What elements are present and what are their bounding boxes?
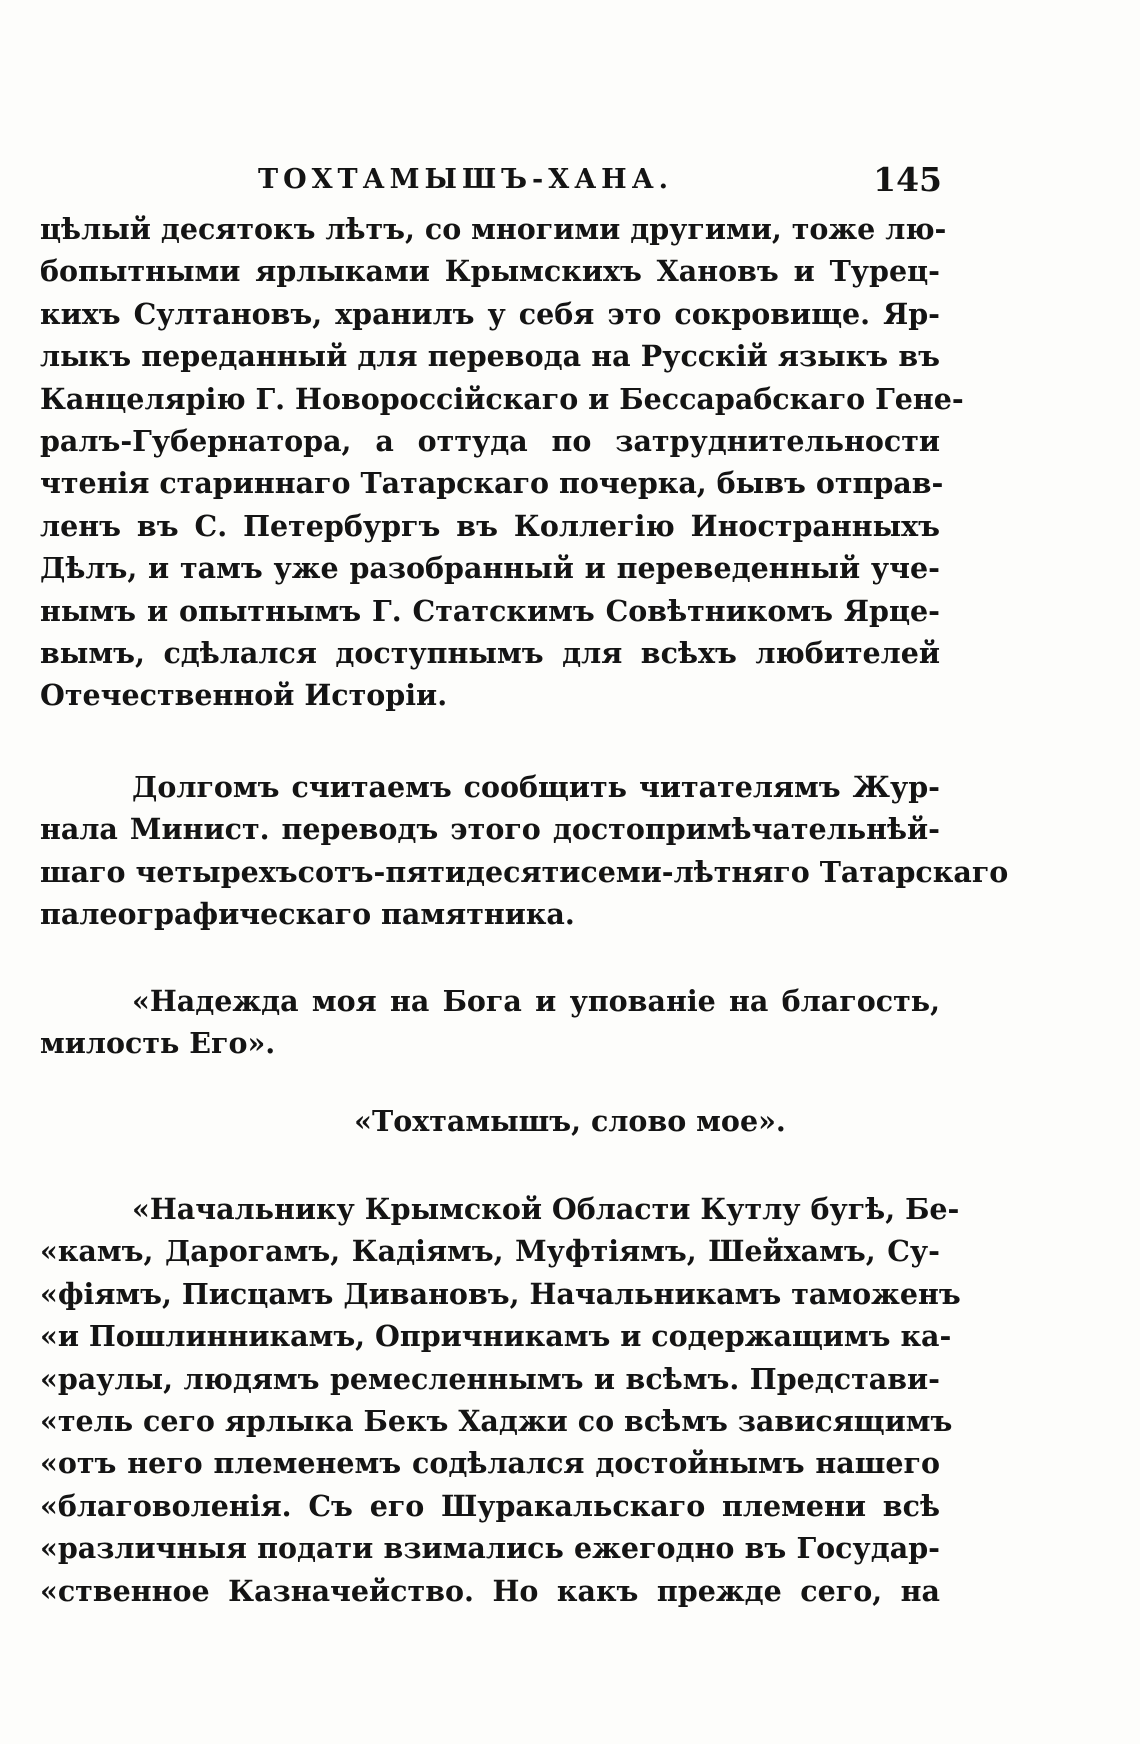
page-header	[258, 160, 942, 204]
text-line: «и Пошлинникамъ, Опричникамъ и содержащимъ ка-	[40, 1319, 952, 1354]
text-line: Канцелярію Г. Новороссійскаго и Бессарабскаго Гене-	[40, 381, 964, 416]
text-line: милость Его».	[40, 1026, 276, 1061]
text-line: Отечественной Исторіи.	[40, 678, 448, 713]
text-line: кихъ Султановъ, хранилъ у себя это сокровище. Яр-	[40, 296, 940, 331]
text-line: чтенія стариннаго Татарскаго почерка, бывъ отправ-	[40, 466, 944, 501]
paragraph-1	[40, 208, 964, 717]
text-line: шаго четырехъсотъ-пятидесятисеми-лѣтняго Татарскаго	[40, 854, 1009, 889]
text-line: нала Минист. переводъ этого достопримѣчательнѣй-	[40, 812, 940, 847]
text-line: «отъ него племенемъ содѣлался достойнымъ нашего	[40, 1446, 940, 1481]
text-line: «тель сего ярлыка Бекъ Хаджи со всѣмъ зависящимъ	[40, 1404, 953, 1439]
text-line: Дѣлъ, и тамъ уже разобранный и переведенный уче-	[40, 551, 940, 586]
text-line: лыкъ переданный для перевода на Русскій языкъ въ	[40, 339, 940, 374]
text-line: «Надежда моя на Бога и упованіе на благость,	[132, 984, 940, 1018]
text-line: «ственное Казначейство. Но какъ прежде сего, на	[40, 1573, 940, 1608]
centered-line: «Тохтамышъ, слово мое».	[354, 1104, 786, 1138]
text-line: «фіямъ, Писцамъ Дивановъ, Начальникамъ таможенъ	[40, 1276, 961, 1311]
text-line: «камъ, Дарогамъ, Кадіямъ, Муфтіямъ, Шейхамъ, Су-	[40, 1234, 940, 1269]
paragraph-5	[40, 1188, 961, 1612]
text-line: «различныя подати взимались ежегодно въ Государ-	[40, 1531, 940, 1566]
text-line: «благоволенія. Съ его Шуракальскаго племени всѣ	[40, 1488, 940, 1523]
text-line: ралъ-Губернатора, а оттуда по затруднительности	[40, 424, 940, 459]
paragraph-2	[40, 766, 1009, 936]
text-line: «раулы, людямъ ремесленнымъ и всѣмъ. Представи-	[40, 1361, 940, 1396]
running-title: ТОХТАМЫШЪ-ХАНА.	[258, 164, 674, 195]
text-line: Долгомъ считаемъ сообщить читателямъ Жур-	[132, 770, 940, 804]
text-line: ленъ въ С. Петербургъ въ Коллегію Иностранныхъ	[40, 508, 940, 543]
text-line: цѣлый десятокъ лѣтъ, со многими другими, тоже лю-	[40, 212, 947, 246]
text-line: нымъ и опытнымъ Г. Статскимъ Совѣтникомъ Ярце-	[40, 593, 940, 628]
paragraph-3	[40, 980, 940, 1065]
text-line: «Начальнику Крымской Области Кутлу бугѣ, Бе-	[132, 1192, 960, 1226]
text-line: вымъ, сдѣлался доступнымъ для всѣхъ любителей	[40, 636, 940, 671]
page-number: 145	[873, 160, 942, 199]
text-line: бопытными ярлыками Крымскихъ Хановъ и Турец-	[40, 254, 940, 289]
text-line: палеографическаго памятника.	[40, 897, 575, 932]
